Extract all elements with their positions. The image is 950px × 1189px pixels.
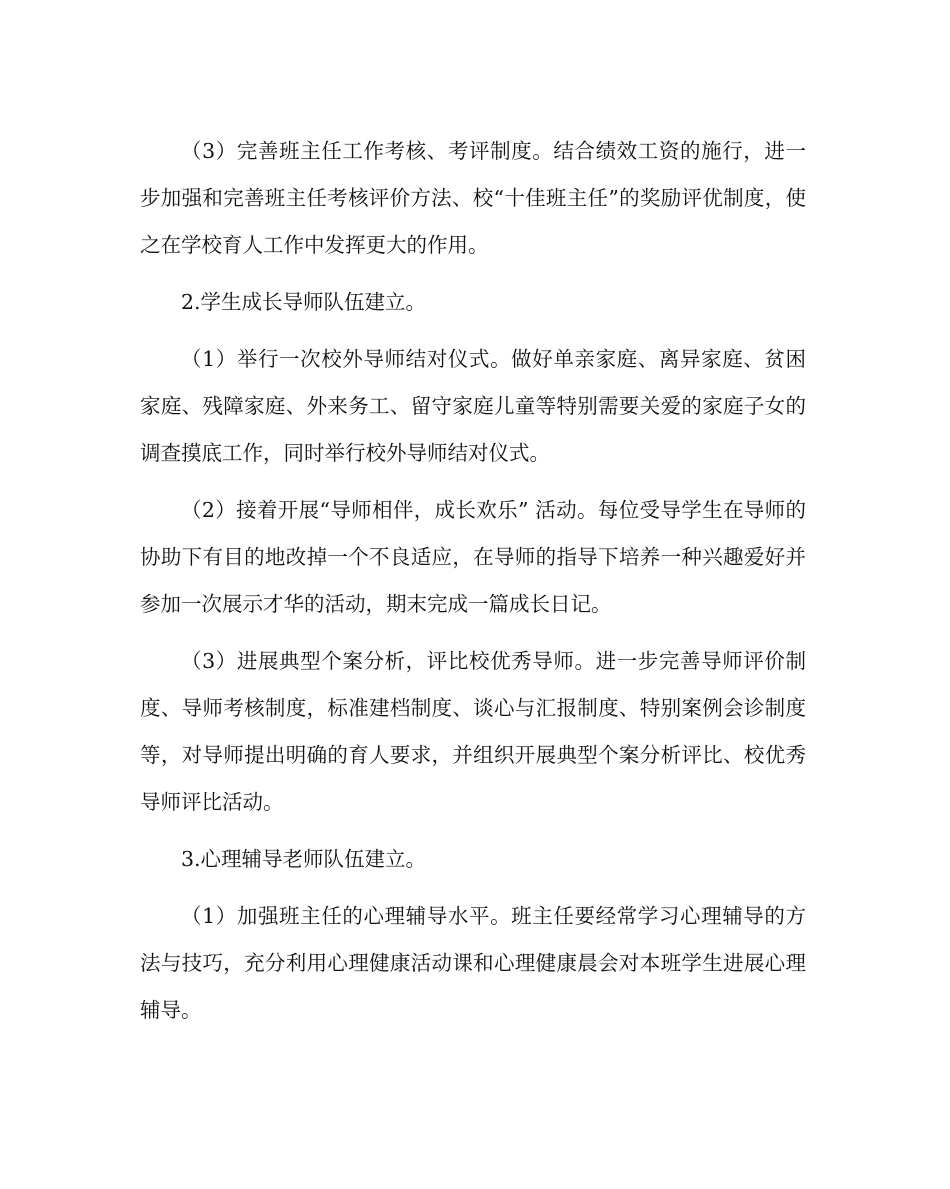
paragraph-class-teacher-evaluation: （3）完善班主任工作考核、考评制度。结合绩效工资的施行，进一步加强和完善班主任考核评价方法、校“十佳班主任”的奖励评优制度，使之在学校育人工作中发挥更大的作用。	[140, 139, 806, 257]
section-heading-student-mentors: 2.学生成长导师队伍建立。	[181, 290, 427, 314]
paragraph-mentor-activity: （2）接着开展“导师相伴，成长欢乐” 活动。每位受导学生在导师的协助下有目的地改掉一个不良适应，在导师的指导下培养一种兴趣爱好并参加一次展示才华的活动，期末完成一篇成长日记。	[140, 498, 806, 616]
paragraph-mentor-pairing: （1）举行一次校外导师结对仪式。做好单亲家庭、离异家庭、贫困家庭、残障家庭、外来务工、留守家庭儿童等特别需要关爱的家庭子女的调查摸底工作，同时举行校外导师结对仪式。	[140, 347, 806, 465]
paragraph-counseling-skills: （1）加强班主任的心理辅导水平。班主任要经常学习心理辅导的方法与技巧，充分利用心理健康活动课和心理健康晨会对本班学生进展心理辅导。	[140, 904, 806, 1022]
document-body	[140, 128, 806, 1044]
paragraph-case-analysis: （3）进展典型个案分析，评比校优秀导师。进一步完善导师评价制度、导师考核制度，标准建档制度、谈心与汇报制度、特别案例会诊制度等，对导师提出明确的育人要求，并组织开展典型个案分析评比、校优秀导师评比活动。	[140, 649, 806, 814]
section-heading-counselors: 3.心理辅导老师队伍建立。	[181, 847, 427, 871]
